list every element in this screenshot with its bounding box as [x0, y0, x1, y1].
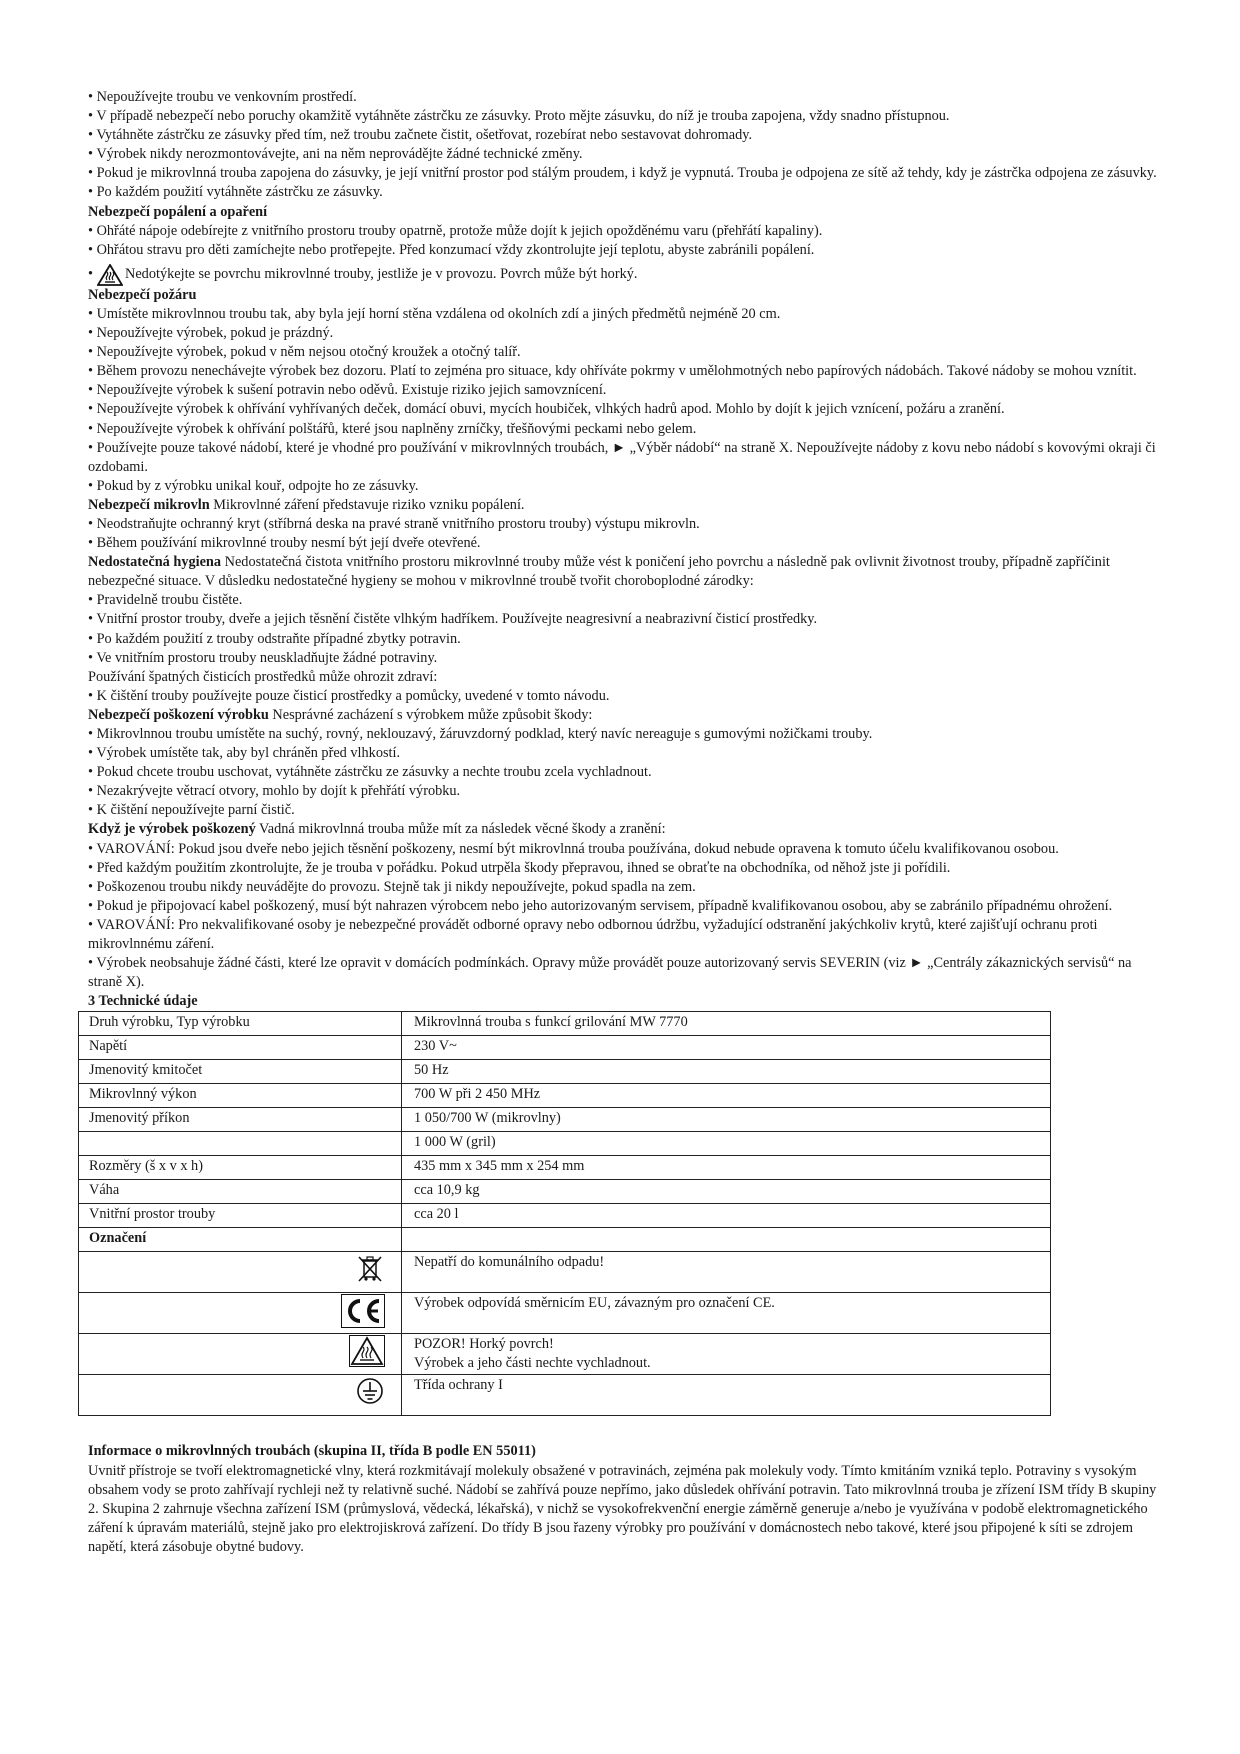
crossed-bin-icon: [355, 1253, 385, 1285]
list-item: • Ohřátou stravu pro děti zamíchejte nebo protřepejte. Před konzumací vždy zkontrolujte její teplotu, abyste zabránili popálení.: [88, 241, 815, 258]
section-paragraph: [88, 496, 1158, 515]
table-cell: [402, 1375, 1051, 1416]
list-item: • Pokud je mikrovlnná trouba zapojena do zásuvky, je její vnitřní prostor pod stálým proudem, i když je vypnutá. Trouba je odpojena ze sítě až tehdy, kdy je zástrčka odpojena ze zásuvky.: [88, 165, 1157, 182]
section-heading: Nebezpečí popálení a opaření: [88, 203, 268, 220]
table-row: [79, 1228, 1051, 1252]
section-paragraph: [88, 706, 1158, 725]
table-cell: Rozměry (š x v x h): [79, 1156, 402, 1180]
list-item: • Nepoužívejte výrobek, pokud v něm nejsou otočný kroužek a otočný talíř.: [88, 344, 521, 361]
table-cell: Jmenovitý kmitočet: [79, 1060, 402, 1084]
list-item: • Nepoužívejte troubu ve venkovním prostředí.: [88, 89, 357, 105]
table-row: [79, 1180, 1051, 1204]
table-row: [79, 1334, 1051, 1375]
table-row: [79, 1252, 1051, 1293]
list-item: • Po každém použití vytáhněte zástrčku ze zásuvky.: [88, 184, 383, 201]
section-lead: Vadná mikrovlnná trouba může mít za následek věcné škody a zranění:: [255, 821, 666, 838]
list-item: • Výrobek nikdy nerozmontovávejte, ani na něm neprovádějte žádné technické změny.: [88, 146, 583, 163]
table-cell: [79, 1334, 402, 1375]
list-item: • V případě nebezpečí nebo poruchy okamžitě vytáhněte zástrčku ze zásuvky. Proto mějte zásuvku, do níž je trouba zapojena, vždy snadno přístupnou.: [88, 108, 950, 125]
mark-text: Výrobek a jeho části nechte vychladnout.: [414, 1355, 651, 1372]
table-cell: 700 W při 2 450 MHz: [402, 1084, 1051, 1108]
mark-text: Nepatří do komunálního odpadu!: [414, 1254, 605, 1271]
list-item: • Nepoužívejte výrobek, pokud je prázdný.: [88, 325, 334, 342]
list-item: • Výrobek umístěte tak, aby byl chráněn před vlhkostí.: [88, 745, 401, 762]
hygiene-section: [88, 553, 1158, 706]
mark-text: Třída ochrany I: [414, 1377, 503, 1394]
table-cell: 1 050/700 W (mikrovlny): [402, 1108, 1051, 1132]
table-cell: [79, 1293, 402, 1334]
microwave-section: [88, 496, 1158, 553]
table-cell: Jmenovitý příkon: [79, 1108, 402, 1132]
hot-surface-icon: [349, 1335, 385, 1367]
table-row: [79, 1036, 1051, 1060]
list-item: • VAROVÁNÍ: Pro nekvalifikované osoby je nebezpečné provádět odborné opravy nebo odbornou údržbu, vyžadující odstranění jakýchkoliv krytů, které zajišťují ochranu proti mikrovlnnému záření.: [88, 916, 1098, 953]
table-row: [79, 1375, 1051, 1416]
list-item: • Neodstraňujte ochranný kryt (stříbrná deska na pravé straně vnitřního prostoru trouby) výstupu mikrovln.: [88, 515, 700, 532]
table-cell: Mikrovlnný výkon: [79, 1084, 402, 1108]
mark-text: POZOR! Horký povrch!: [414, 1336, 554, 1353]
table-cell: [402, 1293, 1051, 1334]
list-item: • Pravidelně troubu čistěte.: [88, 592, 243, 609]
ce-mark-icon: [341, 1294, 385, 1328]
section-lead: Nedostatečná čistota vnitřního prostoru mikrovlnné trouby může vést k poničení jeho povrchu a následně pak ovlivnit životnost trouby, případně zapříčinit nebezpečné situace. V důsledku nedostatečné hygieny se mohou v mikrovlnné troubě tvořit choroboplodné zárodky:: [88, 554, 1110, 590]
list-item: • Pokud je připojovací kabel poškozený, musí být nahrazen výrobcem nebo jeho autorizovaným servisem, případně kvalifikovanou osobou, aby se zabránilo případnému ohrožení.: [88, 897, 1113, 914]
list-item: • Nepoužívejte výrobek k ohřívání vyhřívaných deček, domácí obuvi, mycích houbiček, vlhkých hadrů apod. Mohlo by dojít k jejich vznícení, požáru a zranění.: [88, 401, 1005, 418]
table-cell: [402, 1252, 1051, 1293]
damage-section: [88, 706, 1158, 821]
document-page: [88, 88, 1158, 1557]
defect-section: [88, 820, 1158, 992]
table-cell: [79, 1375, 402, 1416]
table-cell: 50 Hz: [402, 1060, 1051, 1084]
protective-earth-icon: [355, 1376, 385, 1406]
section-lead: Mikrovlnné záření představuje riziko vzniku popálení.: [209, 496, 525, 513]
list-item: • Vnitřní prostor trouby, dveře a jejich těsnění čistěte vlhkým hadříkem. Používejte neagresivní a neabrazivní čisticí prostředky.: [88, 611, 818, 628]
table-cell: 1 000 W (gril): [402, 1132, 1051, 1156]
section-paragraph: [88, 820, 1158, 839]
fire-section: [88, 286, 1158, 496]
table-cell: 435 mm x 345 mm x 254 mm: [402, 1156, 1051, 1180]
list-item: • Poškozenou troubu nikdy neuvádějte do provozu. Stejně tak ji nikdy nepoužívejte, pokud spadla na zem.: [88, 878, 696, 895]
section-heading: Nebezpečí požáru: [88, 286, 197, 303]
list-item: • Během používání mikrovlnné trouby nesmí být její dveře otevřené.: [88, 535, 481, 552]
table-cell: Druh výrobku, Typ výrobku: [79, 1012, 402, 1036]
list-item: • K čištění trouby používejte pouze čisticí prostředky a pomůcky, uvedené v tomto návodu.: [88, 687, 610, 704]
table-row: [79, 1132, 1051, 1156]
list-item: • Po každém použití z trouby odstraňte případné zbytky potravin.: [88, 630, 461, 647]
marking-label: Označení: [79, 1228, 402, 1252]
table-cell: cca 10,9 kg: [402, 1180, 1051, 1204]
list-item: Používání špatných čisticích prostředků může ohrozit zdraví:: [88, 668, 438, 685]
list-item: • Během provozu nenechávejte výrobek bez dozoru. Platí to zejména pro situace, kdy ohříváte pokrmy v umělohmotných nebo papírových nádobách. Takové nádoby se mohou vznítit.: [88, 363, 1137, 380]
list-item: • Před každým použitím zkontrolujte, že je trouba v pořádku. Pokud utrpěla škody přepravou, ihned se obraťte na obchodníka, od něhož jste ji pořídili.: [88, 859, 951, 876]
table-row: [79, 1060, 1051, 1084]
table-row: [79, 1204, 1051, 1228]
list-item: • VAROVÁNÍ: Pokud jsou dveře nebo jejich těsnění poškozeny, nesmí být mikrovlnná trouba používána, dokud nebude opravena k tomuto účelu kvalifikovanou osobou.: [88, 840, 1059, 857]
hot-surface-icon: [97, 264, 123, 286]
burn-section: [88, 203, 1158, 286]
mark-text: Výrobek odpovídá směrnicím EU, závazným pro označení CE.: [414, 1295, 775, 1312]
list-item: • Nepoužívejte výrobek k ohřívání polštářů, které jsou naplněny zrníčky, třešňovými peckami nebo gelem.: [88, 420, 697, 437]
section-heading: Když je výrobek poškozený: [88, 821, 256, 838]
table-cell: 230 V~: [402, 1036, 1051, 1060]
list-item: • Umístěte mikrovlnnou troubu tak, aby byla její horní stěna vzdálena od okolních zdí a jiných předmětů nejméně 20 cm.: [88, 305, 781, 322]
table-cell: cca 20 l: [402, 1204, 1051, 1228]
section-heading: Nebezpečí mikrovln: [88, 496, 210, 513]
table-cell: Napětí: [79, 1036, 402, 1060]
hot-surface-warning: [88, 264, 1158, 286]
table-cell: Váha: [79, 1180, 402, 1204]
list-item: • Pokud chcete troubu uschovat, vytáhněte zástrčku ze zásuvky a nechte troubu zcela vychladnout.: [88, 764, 652, 781]
bullet: •: [88, 266, 94, 283]
list-item: • Vytáhněte zástrčku ze zásuvky před tím, než troubu začnete čistit, ošetřovat, rozebírat nebo sestavovat dohromady.: [88, 127, 753, 144]
list-item: • Používejte pouze takové nádobí, které je vhodné pro používání v mikrovlnných troubách, ► „Výběr nádobí“ na straně X. Nepoužívejte nádoby z kovu nebo nádobí s kovovými okraji či ozdobami.: [88, 439, 1156, 475]
table-row: [79, 1293, 1051, 1334]
list-item: • Mikrovlnnou troubu umístěte na suchý, rovný, neklouzavý, žáruvzdorný podklad, který navíc nereaguje s gumovými nožičkami trouby.: [88, 726, 873, 742]
table-cell: Vnitřní prostor trouby: [79, 1204, 402, 1228]
section-heading: Nedostatečná hygiena: [88, 554, 222, 571]
table-cell: [79, 1132, 402, 1156]
section-lead: Nesprávné zacházení s výrobkem může způsobit škody:: [268, 706, 593, 723]
tech-table: [78, 1011, 1051, 1416]
list-item: • K čištění nepoužívejte parní čistič.: [88, 802, 295, 819]
section-heading: Nebezpečí poškození výrobku: [88, 706, 269, 723]
list-item: • Nezakrývejte větrací otvory, mohlo by dojít k přehřátí výrobku.: [88, 783, 461, 800]
table-cell: [402, 1228, 1051, 1252]
microwave-info-section: [88, 1442, 1158, 1557]
safety-top-list: [88, 88, 1158, 203]
table-cell: [79, 1252, 402, 1293]
table-row: [79, 1156, 1051, 1180]
list-item: • Ve vnitřním prostoru trouby neuskladňujte žádné potraviny.: [88, 649, 438, 666]
table-cell: [402, 1334, 1051, 1375]
list-item: • Pokud by z výrobku unikal kouř, odpojte ho ze zásuvky.: [88, 477, 419, 494]
table-row: [79, 1084, 1051, 1108]
list-item: • Ohřáté nápoje odebírejte z vnitřního prostoru trouby opatrně, protože může dojít k jejich opožděnému varu (přehřátí kapaliny).: [88, 222, 823, 239]
info-title: Informace o mikrovlnných troubách (skupina II, třída B podle EN 55011): [88, 1443, 536, 1460]
table-cell: Mikrovlnná trouba s funkcí grilování MW 7770: [402, 1012, 1051, 1036]
list-item: • Výrobek neobsahuje žádné části, které lze opravit v domácích podmínkách. Opravy může provádět pouze autorizovaný servis SEVERIN (viz ► „Centrály zákaznických servisů“ na straně X).: [88, 955, 1132, 991]
table-row: [79, 1012, 1051, 1036]
list-item: • Nepoužívejte výrobek k sušení potravin nebo oděvů. Existuje riziko jejich samovznícení.: [88, 382, 607, 399]
info-body: Uvnitř přístroje se tvoří elektromagnetické vlny, která rozkmitávají molekuly obsažené v potravinách, zejména pak molekuly vody. Tímto kmitáním vzniká teplo. Potraviny s vysokým obsahem vody se proto zahřívají rychleji než ty relativně suché. Nádobí se zahřívá pouze nepřímo, jako důsledek ohřívání potravin. Tato mikrovlnná trouba je zřízení ISM třídy B skupiny 2. Skupina 2 zahrnuje všechna zařízení ISM (průmyslová, vědecká, lékařská), v nichž se vysokofrekvenční energie záměrně generuje a/nebo je využívána v podobě elektromagnetického záření k úpravám materiálů, stejně jako pro elektrojiskrová zařízení. Do třídy B jsou řazeny výrobky pro používání v domácnostech nebo takové, které jsou připojené k síti se zdrojem napětí, která zásobuje obytné budovy.: [88, 1462, 1157, 1555]
tech-title: 3 Technické údaje: [88, 993, 198, 1010]
hot-surface-text: Nedotýkejte se povrchu mikrovlnné trouby, jestliže je v provozu. Povrch může být horký.: [125, 266, 638, 283]
table-row: [79, 1108, 1051, 1132]
section-paragraph: [88, 553, 1158, 591]
